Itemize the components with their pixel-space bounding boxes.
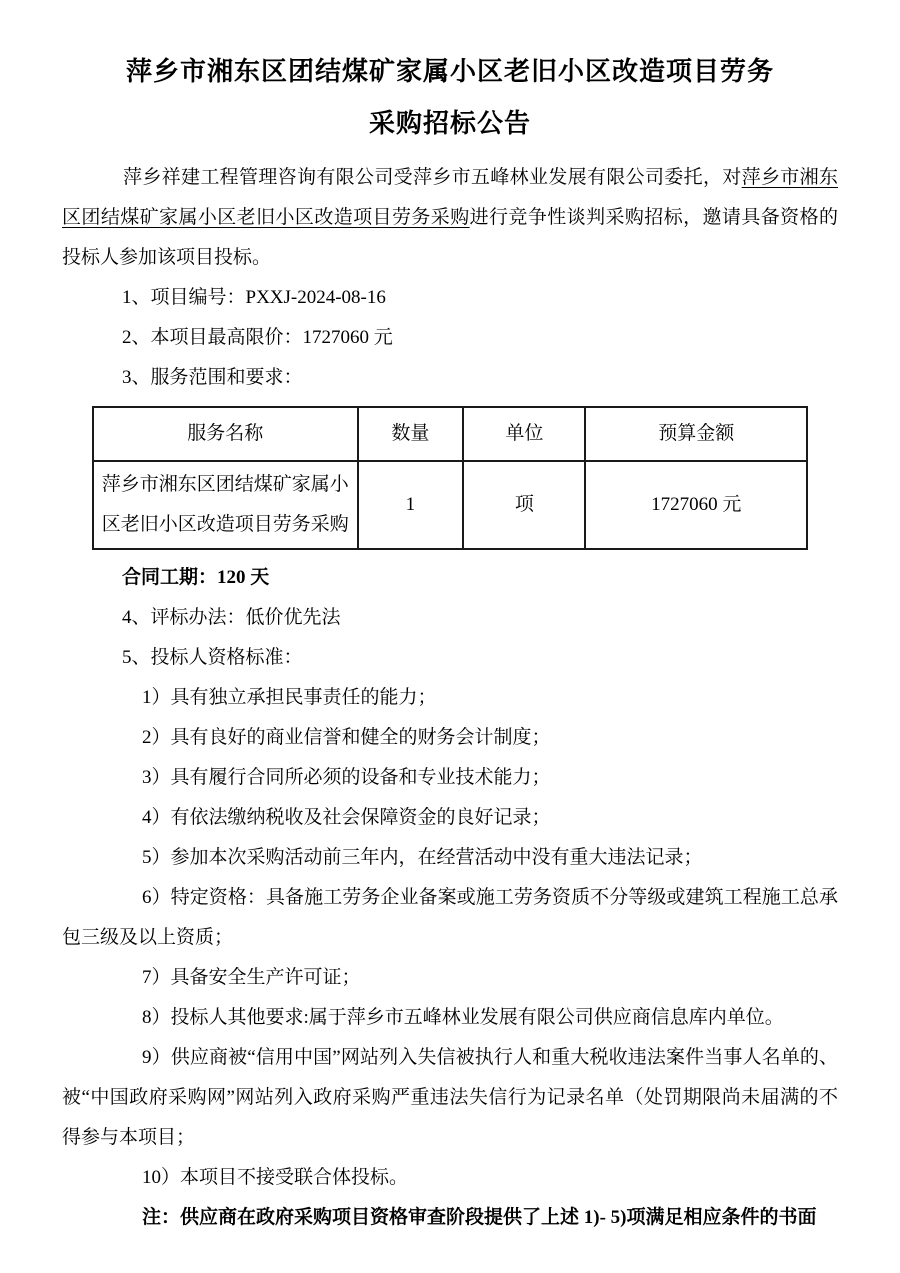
qualification-item-10: 10）本项目不接受联合体投标。 [142, 1167, 409, 1188]
item-max-price: 2、本项目最高限价：1727060 元 [122, 327, 393, 348]
qualification-item-4: 4）有依法缴纳税收及社会保障资金的良好记录； [142, 807, 551, 828]
qualification-item-6: 6）特定资格：具备施工劳务企业备案或施工劳务资质不分等级或建筑工程施工总承包三级及以上资质； [62, 887, 838, 948]
item-evaluation-method: 4、评标办法：低价优先法 [122, 607, 341, 628]
qualification-item-8: 8）投标人其他要求:属于萍乡市五峰林业发展有限公司供应商信息库内单位。 [142, 1007, 784, 1028]
cell-quantity: 1 [358, 461, 464, 549]
table-header-unit: 单位 [463, 407, 585, 461]
qualification-item-1: 1）具有独立承担民事责任的能力； [142, 687, 437, 708]
table-header-budget: 预算金额 [585, 407, 807, 461]
contract-period-line: 合同工期：120 天 [122, 567, 270, 588]
table-header-row [93, 407, 807, 461]
project-name-underlined: 萍乡市湘东区团结煤矿家属小区老旧小区改造项目劳务采购 [62, 167, 838, 228]
page-title-line1: 萍乡市湘东区团结煤矿家属小区老旧小区改造项目劳务 [125, 57, 774, 86]
service-scope-table [92, 406, 808, 550]
intro-paragraph [62, 158, 838, 278]
item-service-scope: 3、服务范围和要求： [122, 367, 303, 388]
table-header-quantity: 数量 [358, 407, 464, 461]
qualification-item-3: 3）具有履行合同所必须的设备和专业技术能力； [142, 767, 551, 788]
note-line: 注：供应商在政府采购项目资格审查阶段提供了上述 1)- 5)项满足相应条件的书面 [142, 1207, 817, 1228]
item-bidder-qualification: 5、投标人资格标准： [122, 647, 303, 668]
table-header-service-name: 服务名称 [93, 407, 358, 461]
qualification-item-9: 9）供应商被“信用中国”网站列入失信被执行人和重大税收违法案件当事人名单的、被“中国政府采购网”网站列入政府采购严重违法失信行为记录名单（处罚期限尚未届满的不得参与本项目； [62, 1047, 838, 1148]
page-title-line2: 采购招标公告 [368, 109, 531, 138]
qualification-item-2: 2）具有良好的商业信誉和健全的财务会计制度； [142, 727, 551, 748]
table-row [93, 461, 807, 549]
qualification-item-5: 5）参加本次采购活动前三年内，在经营活动中没有重大违法记录； [142, 847, 703, 868]
item-project-number: 1、项目编号：PXXJ-2024-08-16 [122, 287, 386, 308]
intro-text-pre: 萍乡祥建工程管理咨询有限公司受萍乡市五峰林业发展有限公司委托，对 [123, 167, 742, 188]
cell-budget: 1727060 元 [585, 461, 807, 549]
cell-service-name: 萍乡市湘东区团结煤矿家属小区老旧小区改造项目劳务采购 [93, 461, 358, 549]
intro-text-post: 进行竞争性谈判采购招标，邀请具备资格的投标人参加该项目投标。 [62, 207, 838, 268]
cell-unit: 项 [463, 461, 585, 549]
qualification-item-7: 7）具备安全生产许可证； [142, 967, 361, 988]
